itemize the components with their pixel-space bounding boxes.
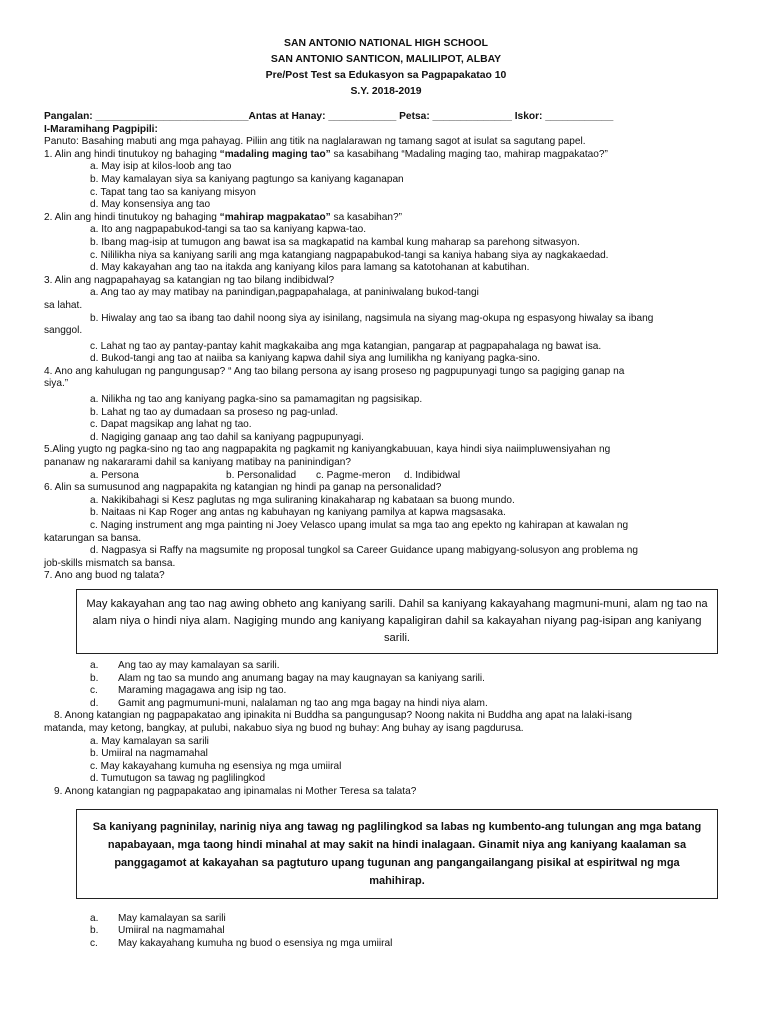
q3-choice-a: a. Ang tao ay may matibay na panindigan,pagpapahalaga, at paniniwalang bukod-tangi bbox=[90, 287, 479, 299]
question-5-cont: pananaw ng nakararami dahil sa kaniyang matibay na paninindigan? bbox=[44, 457, 351, 469]
q4-choice-a: a. Nilikha ng tao ang kaniyang pagka-sino sa pamamagitan ng pagsisikap. bbox=[90, 394, 423, 406]
q6-choice-b: b. Naitaas ni Kap Roger ang antas ng kabuhayan ng kaniyang pamilya at kapwa magsasaka. bbox=[90, 507, 506, 519]
q3-choice-d: d. Bukod-tangi ang tao at naiiba sa kaniyang kapwa dahil siya ang lumilikha ng kaniyang pagka-sino. bbox=[90, 353, 541, 365]
question-4: 4. Ano ang kahulugan ng pangungusap? “ Ang tao bilang persona ay isang proseso ng pagpupunyagi tungo sa pagiging ganap na bbox=[44, 365, 625, 377]
q9-choice-a: a. May kamalayan sa sarili bbox=[90, 912, 226, 924]
q3-choice-b-cont: sanggol. bbox=[44, 325, 83, 337]
q2-choice-c: c. Nililikha niya sa kaniyang sarili ang mga katangiang nagpapabukod-tangi sa kaniya habang siya ay nagkakaedad. bbox=[90, 249, 609, 261]
q2-choice-b: b. Ibang mag-isip at tumugon ang bawat isa sa magkapatid na kambal kung maharap sa parehong sitwasyon. bbox=[90, 236, 580, 248]
q5-choices bbox=[44, 470, 728, 483]
q5-choice-a: a. Persona bbox=[90, 469, 139, 481]
document-header bbox=[44, 36, 728, 100]
q1-choice-a: a. May isip at kilos-loob ang tao bbox=[90, 161, 232, 173]
school-name: SAN ANTONIO NATIONAL HIGH SCHOOL bbox=[284, 38, 488, 49]
q1-choice-c: c. Tapat tang tao sa kaniyang misyon bbox=[90, 186, 256, 198]
question-3: 3. Alin ang nagpapahayag sa katangian ng tao bilang indibidwal? bbox=[44, 274, 335, 286]
q9-passage-box: Sa kaniyang pagninilay, narinig niya ang tawag ng paglilingkod sa labas ng kumbento-ang tulungan ang mga batang napabayaan, mga taong hindi minahal at may sakit na hindi inalagaan. Ginamit niya ang kaniyang kaalaman sa panggagamot at kakayahan sa pagtuturo upang tugunan ang pangangailangang pisikal at espiritwal ng mga mahihirap. bbox=[76, 809, 718, 899]
school-year: S.Y. 2018-2019 bbox=[350, 86, 422, 97]
q9-choice-c: c. May kakayahang kumuha ng buod o esensiya ng mga umiiral bbox=[90, 937, 393, 949]
section-title: I-Maramihang Pagpipili: bbox=[44, 123, 158, 135]
q4-choice-c: c. Dapat magsikap ang lahat ng tao. bbox=[90, 419, 252, 431]
q3-choice-c: c. Lahat ng tao ay pantay-pantay kahit magkakaiba ang mga katangian, pangarap at pagpapahalaga ng bawat isa. bbox=[90, 340, 602, 352]
q8-choice-b: b. Umiiral na nagmamahal bbox=[90, 748, 208, 760]
q3-choice-a-cont: sa lahat. bbox=[44, 299, 83, 311]
q7-choice-c: c. Maraming magagawa ang isip ng tao. bbox=[90, 685, 287, 697]
question-1: 1. Alin ang hindi tinutukoy ng bahaging “madaling maging tao” sa kasabihang “Madaling maging tao, mahirap magpakatao?” bbox=[44, 148, 608, 160]
question-2: 2. Alin ang hindi tinutukoy ng bahaging “mahirap magpakatao” sa kasabihan?” bbox=[44, 211, 402, 223]
test-title: Pre/Post Test sa Edukasyon sa Pagpapakatao 10 bbox=[265, 70, 507, 81]
school-address: SAN ANTONIO SANTICON, MALILIPOT, ALBAY bbox=[270, 54, 502, 65]
q4-choice-b: b. Lahat ng tao ay dumadaan sa proseso ng pag-unlad. bbox=[90, 406, 339, 418]
q8-choice-c: c. May kakayahang kumuha ng esensiya ng mga umiiral bbox=[90, 760, 342, 772]
question-7: 7. Ano ang buod ng talata? bbox=[44, 570, 165, 582]
q6-choice-a: a. Nakikibahagi si Kesz paglutas ng mga suliraning kinakaharap ng kabataan sa buong mundo. bbox=[90, 494, 515, 506]
q6-choice-c-cont: katarungan sa bansa. bbox=[44, 532, 142, 544]
question-8: 8. Anong katangian ng pagpapakatao ang ipinakita ni Buddha sa pangungusap? Noong nakita ni Buddha ang apat na lalaki-isang bbox=[54, 710, 633, 722]
q1-choice-d: d. May konsensiya ang tao bbox=[90, 199, 211, 211]
question-9: 9. Anong katangian ng pagpapakatao ang ipinamalas ni Mother Teresa sa talata? bbox=[54, 785, 417, 797]
q7-choice-d: d. Gamit ang pagmumuni-muni, nalalaman ng tao ang mga bagay na hindi niya alam. bbox=[90, 697, 488, 709]
question-6: 6. Alin sa sumusunod ang nagpapakita ng katangian ng hindi pa ganap na personalidad? bbox=[44, 482, 442, 494]
q8-choice-d: d. Tumutugon sa tawag ng paglilingkod bbox=[90, 773, 266, 785]
q2-choice-d: d. May kakayahan ang tao na itakda ang kaniyang kilos para lamang sa katotohanan at kabutihan. bbox=[90, 262, 530, 274]
q2-choice-a: a. Ito ang nagpapabukod-tangi sa tao sa kaniyang kapwa-tao. bbox=[90, 224, 367, 236]
q3-choice-b: b. Hiwalay ang tao sa ibang tao dahil noong siya ay isinilang, nagsimula na siyang mag-okupa ng espasyong hiwalay sa ibang bbox=[90, 312, 654, 324]
question-8-cont: matanda, may ketong, bangkay, at pulubi, nakabuo siya ng buod ng buhay: Ang buhay ay isang pagdurusa. bbox=[44, 722, 524, 734]
q4-choice-d: d. Nagiging ganaap ang tao dahil sa kaniyang pagpupunyagi. bbox=[90, 431, 364, 443]
q7-choice-a: a. Ang tao ay may kamalayan sa sarili. bbox=[90, 659, 280, 671]
student-info-line: Pangalan: ___________________________Antas at Hanay: ____________ Petsa: ______________ Iskor: ____________ bbox=[44, 111, 614, 122]
question-4-cont: siya.” bbox=[44, 378, 69, 390]
q7-choice-b: b. Alam ng tao sa mundo ang anumang bagay na may kaugnayan sa kaniyang sarili. bbox=[90, 672, 485, 684]
q1-choice-b: b. May kamalayan siya sa kaniyang pagtungo sa kaniyang kaganapan bbox=[90, 173, 404, 185]
q5-choice-b: b. Personalidad bbox=[226, 469, 297, 481]
q7-passage-box: May kakayahan ang tao nag awing obheto ang kaniyang sarili. Dahil sa kaniyang kakayahang magmuni-muni, alam ng tao na alam niya o hindi niya alam. Nagiging mundo ang kaniyang kapaligiran dahil sa kakayahan niyang pag-isipan ang kaniyang sarili. bbox=[76, 589, 718, 654]
question-5: 5.Aling yugto ng pagka-sino ng tao ang nagpapakita ng pagkamit ng kaniyangkabuuan, kaya hindi siya naiimpluwensiyahan ng bbox=[44, 444, 611, 456]
q6-choice-d-cont: job-skills mismatch sa bansa. bbox=[44, 557, 176, 569]
instructions: Panuto: Basahing mabuti ang mga pahayag. Piliin ang titik na naglalarawan ng tamang sagot at isulat sa sagutang papel. bbox=[44, 136, 586, 148]
q6-choice-d: d. Nagpasya si Raffy na magsumite ng proposal tungkol sa Career Guidance upang mabigyang-solusyon ang problema ng bbox=[90, 545, 639, 557]
q5-choice-c: c. Pagme-meron bbox=[316, 469, 391, 481]
q6-choice-c: c. Naging instrument ang mga painting ni Joey Velasco upang imulat sa mga tao ang epekto ng kahirapan at kawalan ng bbox=[90, 520, 629, 531]
q9-choice-b: b. Umiiral na nagmamahal bbox=[90, 925, 225, 937]
q5-choice-d: d. Indibidwal bbox=[404, 469, 461, 481]
q8-choice-a: a. May kamalayan sa sarili bbox=[90, 735, 209, 747]
